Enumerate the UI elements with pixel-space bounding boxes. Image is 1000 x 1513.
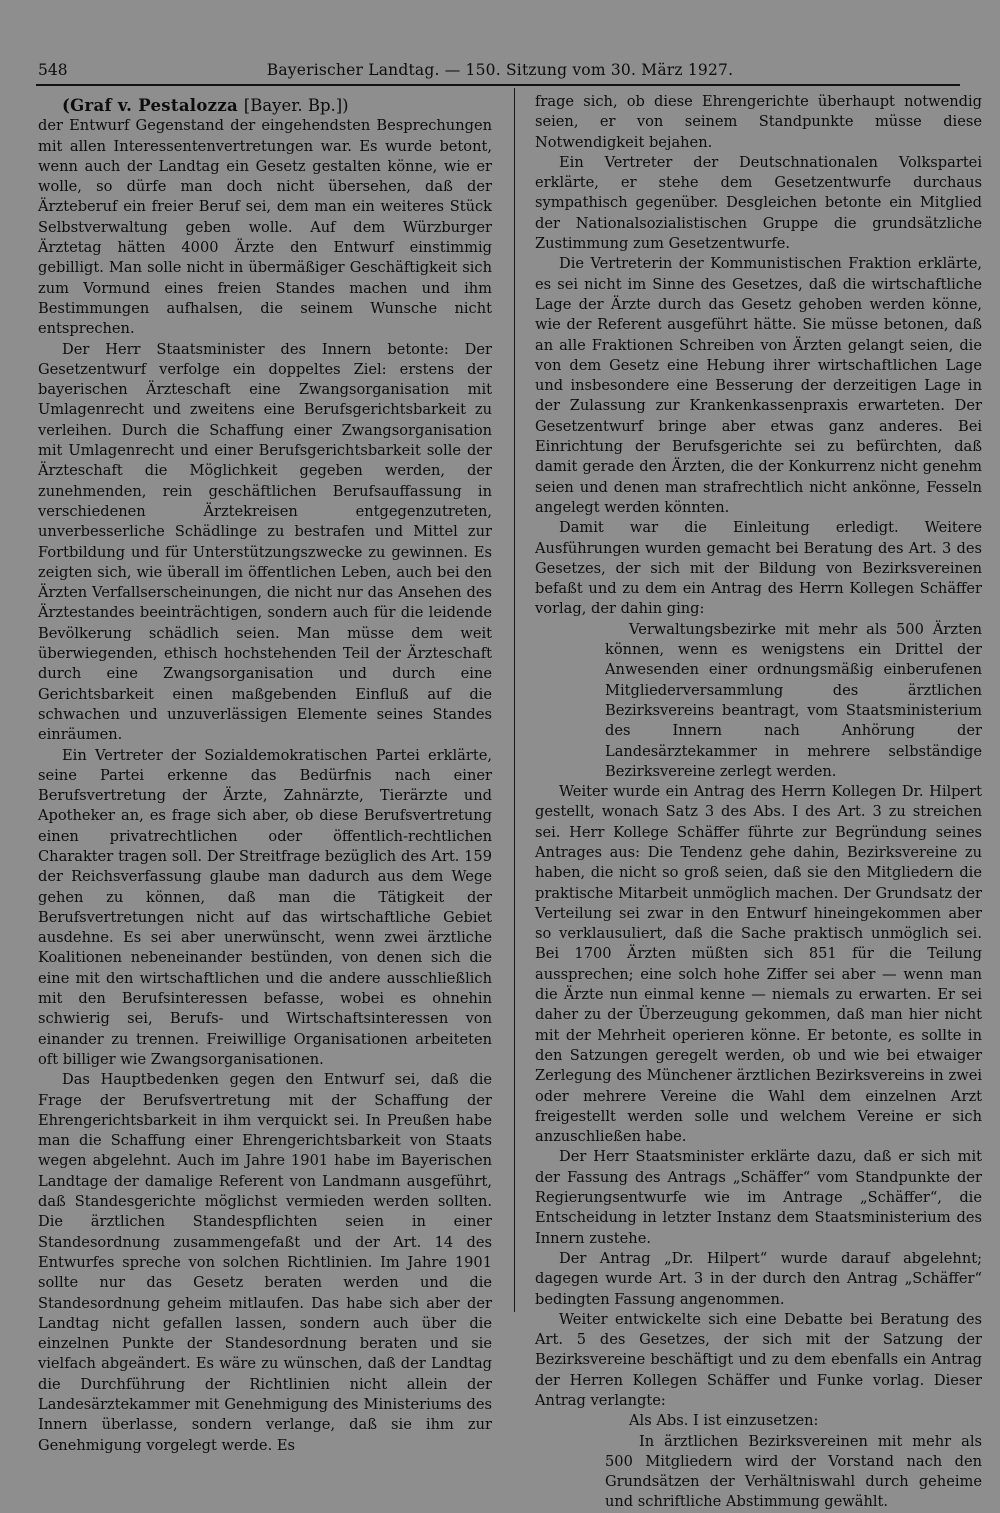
right-column <box>535 92 982 1513</box>
paragraph: Der Herr Staatsminister des Innern betonte: Der Gesetzentwurf verfolge ein doppeltes Ziel: erstens der bayerischen Ärzteschaft eine Zwangsorganisation mit Umlagenrecht und zweitens eine Berufsgerichtsbarkeit zu verleihen. Durch die Schaffung einer Zwangsorganisation mit Umlagenrecht und einer Berufsgerichtsbarkeit solle der Ärzteschaft die Möglichkeit gegeben werden, der zunehmenden, rein geschäftlichen Berufsauffassung in verschiedenen Ärztekreisen entgegenzutreten, unverbesserliche Schädlinge zu bestrafen und Mittel zur Fortbildung und für Unterstützungszwecke zu gewinnen. Es zeigten sich, wie überall im öffentlichen Leben, auch bei den Ärzten Verfallserscheinungen, die nicht nur das Ansehen des Ärztestandes beeinträchtigen, sondern auch für die leidende Bevölkerung schädlich seien. Man müsse dem weit überwiegenden, ethisch hochstehenden Teil der Ärzteschaft durch eine Zwangsorganisation und durch eine Gerichtsbarkeit einen maßgebenden Einfluß auf die schwachen und unzuverlässigen Elemente seines Standes einräumen. <box>38 340 492 744</box>
paragraph: Das Hauptbedenken gegen den Entwurf sei, daß die Frage der Berufsvertretung mit der Schaffung der Ehrengerichtsbarkeit in ihm verquickt sei. In Preußen habe man die Schaffung einer Ehrengerichtsbarkeit von Staats wegen abgelehnt. Auch im Jahre 1901 habe im Bayerischen Landtage der damalige Referent von Landmann ausgeführt, daß Standesgerichte möglichst vermieden werden sollten. Die ärztlichen Standespflichten seien in einer Standesordnung zusammengefaßt und der Art. 14 des Entwurfes spreche von solchen Richtlinien. Im Jahre 1901 sollte nur das Gesetz beraten werden und die Standesordnung geheim mitlaufen. Das habe sich aber der Landtag nicht gefallen lassen, sondern auch über die einzelnen Punkte der Standesordnung beraten und sie vielfach abgeändert. Es wäre zu wünschen, daß der Landtag die Durchführung der Richtlinien nicht allein der Landesärztekammer mit Genehmigung des Ministeriums des Innern überlasse, sondern verlange, daß sie ihm zur Genehmigung vorgelegt werde. Es <box>38 1071 492 1454</box>
quoted-motion-intro: Als Abs. I ist einzusetzen: <box>629 1412 819 1430</box>
speaker-name: (Graf v. Pestalozza <box>62 96 239 115</box>
header-rule <box>36 84 960 86</box>
header-title: Bayerischer Landtag. — 150. Sitzung vom 30. März 1927. <box>266 61 734 79</box>
paragraph: Damit war die Einleitung erledigt. Weitere Ausführungen wurden gemacht bei Beratung des Art. 3 des Gesetzes, der sich mit der Bildung von Bezirksvereinen befaßt und zu dem ein Antrag des Herrn Kollegen Schäffer vorlag, der dahin ging: <box>535 519 982 618</box>
paragraph: Weiter entwickelte sich eine Debatte bei Beratung des Art. 5 des Gesetzes, der sich mit der Satzung der Bezirksvereine beschäftigt und zu dem ebenfalls ein Antrag der Herren Kollegen Schäffer und Funke vorlag. Dieser Antrag verlangte: <box>535 1310 982 1409</box>
paragraph: frage sich, ob diese Ehrengerichte überhaupt notwendig seien, er von seinem Standpunkte müsse diese Notwendigkeit bejahen. <box>535 93 982 151</box>
column-divider <box>514 88 515 1312</box>
paragraph: Der Antrag „Dr. Hilpert“ wurde darauf abgelehnt; dagegen wurde Art. 3 in der durch den Antrag „Schäffer“ bedingten Fassung angenommen. <box>535 1249 982 1308</box>
paragraph: Die Vertreterin der Kommunistischen Fraktion erklärte, es sei nicht im Sinne des Gesetzes, daß die wirtschaftliche Lage der Ärzte durch das Gesetz gehoben werden könne, wie der Referent ausgeführt hätte. Sie müsse betonen, daß an alle Fraktionen Schreiben von Ärzten gelangt seien, die von dem Gesetz eine Hebung ihrer wirtschaftlichen Lage und insbesondere eine Besserung der derzeitigen Lage in der Zulassung zur Krankenkassenpraxis erwarteten. Der Gesetzentwurf bringe aber etwas ganz anderes. Bei Einrichtung der Berufsgerichte sei zu befürchten, daß damit gerade den Ärzten, die der Konkurrenz nicht genehm seien und denen man strafrechtlich nicht ankönne, Fesseln angelegt werden könnten. <box>535 255 982 516</box>
paragraph: Weiter wurde ein Antrag des Herrn Kollegen Dr. Hilpert gestellt, wonach Satz 3 des Abs. I des Art. 3 zu streichen sei. Herr Kollege Schäffer führte zur Begründung seines Antrages aus: Die Tendenz gehe dahin, Bezirksvereine zu haben, die nicht so groß seien, daß sie den Mitgliedern die praktische Mitarbeit unmöglich machen. Der Grundsatz der Verteilung sei zwar in den Entwurf hineingekommen aber so verklausuliert, daß die Sache praktisch unmöglich sei. Bei 1700 Ärzten müßten sich 851 für die Teilung aussprechen; eine solch hohe Ziffer sei aber — wenn man die Ärzte nun einmal kenne — niemals zu erwarten. Er sei daher zu der Überzeugung gekommen, daß man hier nicht mit der Mehrheit operieren könne. Er betonte, es sollte in den Satzungen geregelt werden, ob und wie bei etwaiger Zerlegung des Münchener ärztlichen Bezirksvereins in zwei oder mehrere Vereine die Wahl dem einzelnen Arzt freigestellt werden solle und welchem Vereine er sich anzuschließen habe. <box>535 783 982 1146</box>
page-header <box>38 58 962 82</box>
page-number: 548 <box>38 61 68 79</box>
paragraph: Ein Vertreter der Sozialdemokratischen Partei erklärte, seine Partei erkenne das Bedürfnis nach einer Berufsvertretung der Ärzte, Zahnärzte, Tierärzte und Apotheker an, es frage sich aber, ob diese Berufsvertretung einen privatrechtlichen oder öffentlich-rechtlichen Charakter tragen soll. Der Streitfrage bezüglich des Art. 159 der Reichsverfassung glaube man dadurch aus dem Wege gehen zu können, daß man die Tätigkeit der Berufsvertretungen nicht auf das wirtschaftliche Gebiet ausdehne. Es sei aber unerwünscht, wenn zwei ärztliche Koalitionen nebeneinander bestünden, von denen sich die eine mit den wirtschaftlichen und die andere ausschließlich mit den Berufsinteressen befasse, wobei es ohnehin schwierig sei, Berufs- und Wirtschaftsinteressen von einander zu trennen. Freiwillige Organisationen arbeiteten oft billiger wie Zwangsorganisationen. <box>38 746 492 1068</box>
speaker-party: [Bayer. Bp.]) <box>243 96 349 115</box>
paragraph: Ein Vertreter der Deutschnationalen Volkspartei erklärte, er stehe dem Gesetzentwurfe durchaus sympathisch gegenüber. Desgleichen betonte ein Mitglied der Nationalsozialistischen Gruppe die grundsätzliche Zustimmung zum Gesetzentwurfe. <box>535 153 982 253</box>
paragraph: der Entwurf Gegenstand der eingehendsten Besprechungen mit allen Interessentenvertretungen war. Es wurde betont, wenn auch der Landtag ein Gesetz gestalten könne, wie er wolle, so dürfe man doch nicht übersehen, daß der Ärzteberuf ein freier Beruf sei, dem man ein weiteres Stück Selbstverwaltung geben wolle. Auf dem Würzburger Ärztetag hätten 4000 Ärzte den Entwurf einstimmig gebilligt. Man solle nicht in übermäßiger Geschäftigkeit sich zum Vormund eines freien Standes machen und ihm Bestimmungen aufhalsen, die seinem Wunsche nicht entsprechen. <box>38 117 492 338</box>
paragraph: Der Herr Staatsminister erklärte dazu, daß er sich mit der Fassung des Antrags „Schäffer“ vom Standpunkte der Regierungsentwurfe wie im Antrage „Schäffer“, die Entscheidung in letzter Instanz dem Staatsministerium des Innern zustehe. <box>535 1148 982 1247</box>
left-column <box>38 96 492 1456</box>
quoted-motion: Verwaltungsbezirke mit mehr als 500 Ärzten können, wenn es wenigstens ein Drittel der Anwesenden einer ordnungsmäßig einberufenen Mitgliederversammlung des ärztlichen Bezirksvereins beantragt, vom Staatsministerium des Innern nach Anhörung der Landesärztekammer in mehrere selbständige Bezirksvereine zerlegt werden. <box>605 620 982 780</box>
quoted-motion: In ärztlichen Bezirksvereinen mit mehr als 500 Mitgliedern wird der Vorstand nach den Grundsätzen der Verhältniswahl durch geheime und schriftliche Abstimmung gewählt. <box>605 1432 982 1511</box>
speaker-heading <box>38 96 492 116</box>
